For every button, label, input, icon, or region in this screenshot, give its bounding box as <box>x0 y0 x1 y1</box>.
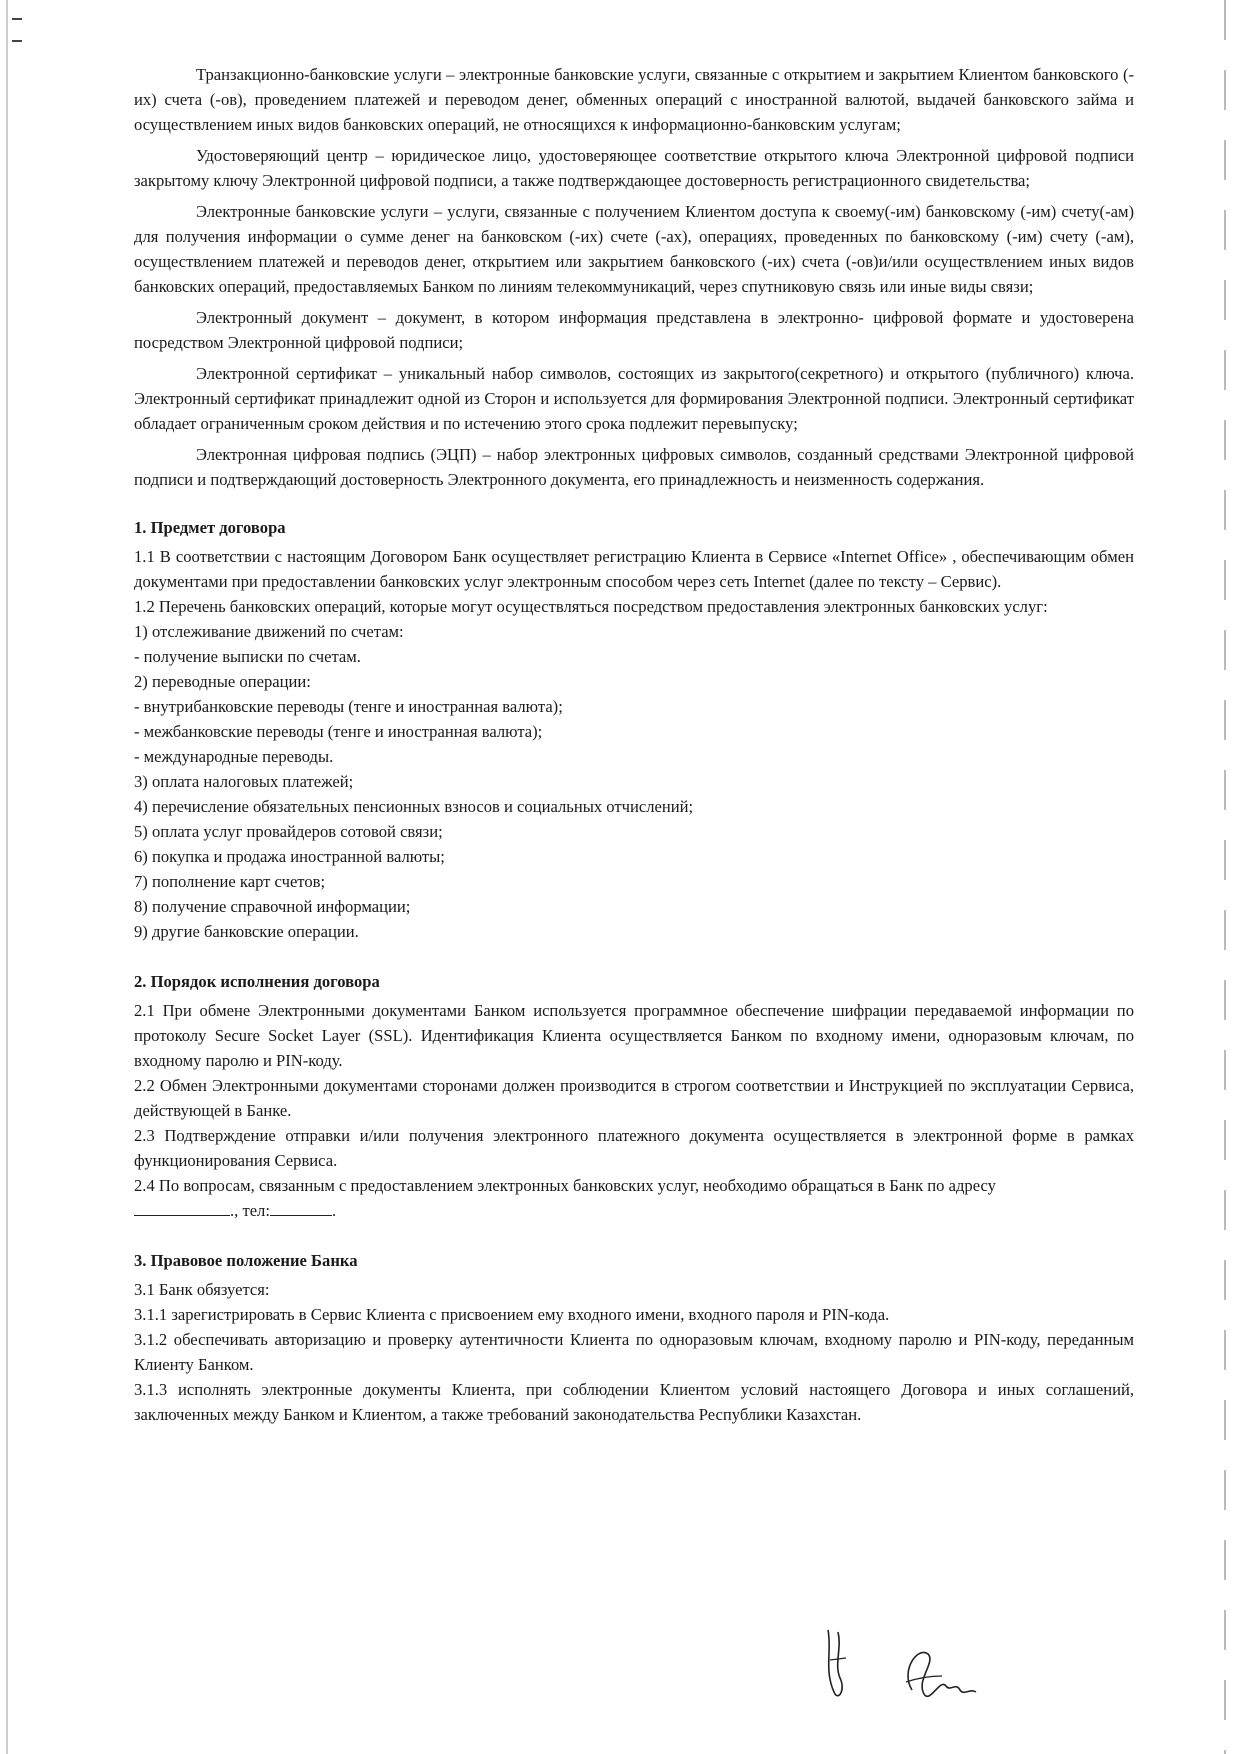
address-blank <box>134 1201 230 1216</box>
clause-3-1: 3.1 Банк обязуется: <box>134 1280 270 1299</box>
definition-electronic-document: Электронный документ – документ, в котором информация представлена в электронно- цифровой формате и удостоверена посредством Электронной цифровой подписи; <box>134 308 1134 352</box>
definition-digital-signature: Электронная цифровая подпись (ЭЦП) – набор электронных цифровых символов, созданный средствами Электронной цифровой подписи и подтверждающий достоверность Электронного документа, его принадлежность и неизменность содержания. <box>134 445 1134 489</box>
list-item: - межбанковские переводы (тенге и иностранная валюта); <box>134 722 543 741</box>
list-item: 6) покупка и продажа иностранной валюты; <box>134 847 445 866</box>
list-item: 3) оплата налоговых платежей; <box>134 772 354 791</box>
list-item: 7) пополнение карт счетов; <box>134 872 326 891</box>
tel-label: ., тел: <box>230 1201 270 1220</box>
clause-2-1: 2.1 При обмене Электронными документами Банком используется программное обеспечение шифрации передаваемой информации по протоколу Secure Socket Layer (SSL). Идентификация Клиента осуществляется Банком по входному имени, одноразовым ключам, по входному паролю и PIN-коду. <box>134 1001 1134 1070</box>
address-line <box>134 1198 1134 1223</box>
definition-electronic-certificate: Электронной сертификат – уникальный набор символов, состоящих из закрытого(секретного) и открытого (публичного) ключа. Электронный сертификат принадлежит одной из Сторон и используется для формирования Электронной подписи. Электронный сертификат обладает ограниченным сроком действия и по истечению этого срока подлежит перевыпуску; <box>134 364 1134 433</box>
list-item: 5) оплата услуг провайдеров сотовой связи; <box>134 822 443 841</box>
clause-1-1: 1.1 В соответствии с настоящим Договором Банк осуществляет регистрацию Клиента в Сервисе «Internet Office» , обеспечивающим обмен документами при предоставлении банковских услуг электронным способом через сеть Internet (далее по тексту – Сервис). <box>134 547 1134 591</box>
address-line-end: . <box>331 1201 337 1220</box>
signatures <box>820 1620 990 1710</box>
section-1-title: 1. Предмет договора <box>134 518 286 537</box>
definition-electronic-banking: Электронные банковские услуги – услуги, связанные с получением Клиентом доступа к своему(-им) банковскому (-им) счету(-ам) для получения информации о сумме денег на банковском (-их) счете (-ах), операциях, проведенных по банковскому (-им) счету (-ам), осуществлением платежей и переводов денег, открытием или закрытием банковского (-их) счета (-ов)и/или осуществлением иных видов банковских операций, предоставляемых Банком по линиям телекоммуникаций, через спутниковую связь или иные виды связи; <box>134 202 1134 296</box>
clause-1-2: 1.2 Перечень банковских операций, которые могут осуществляться посредством предоставления электронных банковских услуг: <box>134 597 1048 616</box>
list-item: - внутрибанковские переводы (тенге и иностранная валюта); <box>134 697 563 716</box>
list-item: 8) получение справочной информации; <box>134 897 411 916</box>
clause-3-1-1: 3.1.1 зарегистрировать в Сервис Клиента с присвоением ему входного имени, входного пароля и PIN-кода. <box>134 1305 890 1324</box>
scan-edge-right <box>1224 0 1226 1754</box>
definitions <box>134 62 1134 492</box>
clause-3-1-2: 3.1.2 обеспечивать авторизацию и проверку аутентичности Клиента по одноразовым ключам, входному паролю и PIN-коду, переданным Клиенту Банком. <box>134 1330 1134 1374</box>
signature-icon <box>820 1620 990 1710</box>
scan-mark <box>12 40 22 42</box>
scan-edge-left <box>6 0 8 1754</box>
document-page <box>134 62 1134 1427</box>
clause-2-2: 2.2 Обмен Электронными документами сторонами должен производится в строгом соответствии и Инструкцией по эксплуатации Сервиса, действующей в Банке. <box>134 1076 1134 1120</box>
clause-3-1-3: 3.1.3 исполнять электронные документы Клиента, при соблюдении Клиентом условий настоящего Договора и иных соглашений, заключенных между Банком и Клиентом, а также требований законодательства Республики Казахстан. <box>134 1380 1134 1424</box>
section-1 <box>134 516 1134 944</box>
list-item: - международные переводы. <box>134 747 334 766</box>
definition-certification-center: Удостоверяющий центр – юридическое лицо, удостоверяющее соответствие открытого ключа Электронной цифровой подписи закрытому ключу Электронной цифровой подписи, а также подтверждающее достоверность регистрационного свидетельства; <box>134 146 1134 190</box>
clause-2-4: 2.4 По вопросам, связанным с предоставлением электронных банковских услуг, необходимо обращаться в Банк по адресу <box>134 1176 996 1195</box>
clause-2-3: 2.3 Подтверждение отправки и/или получения электронного платежного документа осуществляется в электронной форме в рамках функционирования Сервиса. <box>134 1126 1134 1170</box>
scan-mark <box>12 18 22 20</box>
list-item: 4) перечисление обязательных пенсионных взносов и социальных отчислений; <box>134 797 694 816</box>
definition-transaction-services: Транзакционно-банковские услуги – электронные банковские услуги, связанные с открытием и закрытием Клиентом банковского (-их) счета (-ов), проведением платежей и переводом денег, обменных операций с иностранной валютой, выдачей банковского займа и осуществлением иных видов банковских операций, не относящихся к информационно-банковским услугам; <box>134 65 1134 134</box>
list-item: - получение выписки по счетам. <box>134 647 361 666</box>
operations-list <box>134 619 1134 944</box>
list-item: 1) отслеживание движений по счетам: <box>134 622 404 641</box>
section-3-title: 3. Правовое положение Банка <box>134 1251 358 1270</box>
section-2 <box>134 970 1134 1223</box>
list-item: 2) переводные операции: <box>134 672 311 691</box>
section-3 <box>134 1249 1134 1427</box>
section-2-title: 2. Порядок исполнения договора <box>134 972 380 991</box>
list-item: 9) другие банковские операции. <box>134 922 359 941</box>
tel-blank <box>270 1201 332 1216</box>
